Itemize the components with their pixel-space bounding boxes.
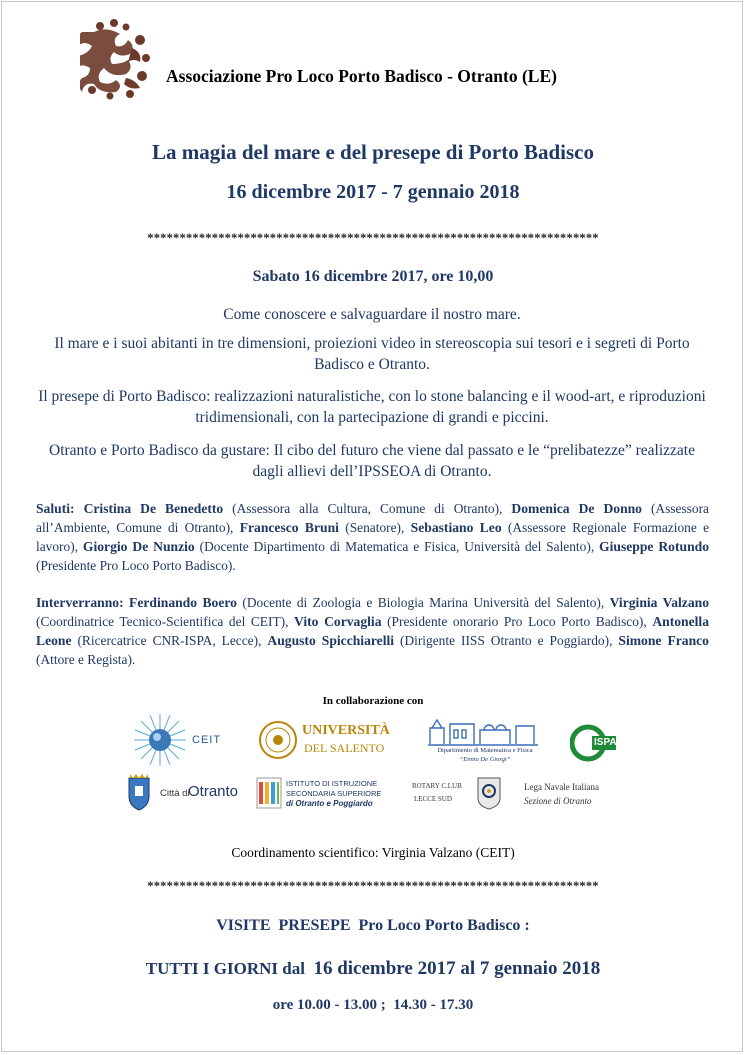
person-name: Augusto Spicchiarelli <box>267 633 395 648</box>
istituto-text-2: SECONDARIA SUPERIORE <box>286 789 382 798</box>
rotary-emblem-icon <box>476 776 502 810</box>
saluti-label: Saluti <box>36 501 70 516</box>
person-name: Cristina De Benedetto <box>83 501 224 516</box>
saluti-section: Saluti: Cristina De Benedetto (Assessora alla Cultura, Comune di Otranto), Domenica De Donno (Assessora all’Ambiente, Comune di Otranto), Francesco Bruni (Senatore), Sebastiano Leo (Assessore Regionale Formazione e lavoro), Giorgio De Nunzio (Docente Dipartimento di Matematica e Fisica, Università del Salento), Giuseppe Rotundo (Presidente Pro Loco Porto Badisco). <box>36 501 710 573</box>
ispa-logo <box>570 722 618 764</box>
istituto-text-1: ISTITUTO DI ISTRUZIONE <box>286 779 378 788</box>
person-role: (Assessore Regionale Formazione e lavoro) <box>36 520 710 554</box>
organization-name: Associazione Pro Loco Porto Badisco - Otranto (LE) <box>166 66 557 86</box>
person-name: Giorgio De Nunzio <box>82 539 195 554</box>
interverranno-label: Interverranno <box>36 595 120 610</box>
town-crest-icon <box>124 772 154 812</box>
person-role: (Dirigente IISS Otranto e Poggiardo) <box>400 633 610 648</box>
istituto-logo <box>256 776 404 814</box>
unisalento-text-1: UNIVERSITÀ <box>302 723 390 738</box>
person-role: (Senatore) <box>345 520 402 535</box>
person-role: (Presidente Pro Loco Porto Badisco). <box>36 558 236 573</box>
unisalento-text-2: DEL SALENTO <box>304 741 385 755</box>
visits-days-prefix: TUTTI I GIORNI dal <box>145 959 305 978</box>
separator-bottom: ********************************************************************** <box>147 879 599 893</box>
person-name: Virginia Valzano <box>609 595 709 610</box>
person-name: Sebastiano Leo <box>410 520 502 535</box>
person-role: (Coordinatrice Tecnico-Scientifica del CEIT) <box>36 614 286 629</box>
person-name: Domenica De Donno <box>511 501 642 516</box>
person-role: (Ricercatrice CNR-ISPA, Lecce) <box>77 633 259 648</box>
dipartimento-logo <box>424 716 546 766</box>
istituto-text-3: di Otranto e Poggiardo <box>286 799 373 808</box>
pro-loco-logo-icon <box>80 18 160 102</box>
person-name: Ferdinando Boero <box>129 595 237 610</box>
program-item: Il mare e i suoi abitanti in tre dimensioni, proiezioni video in stereoscopia sui tesori e i segreti di Porto Badisco e Otranto. <box>54 335 690 373</box>
person-name: Vito Corvaglia <box>294 614 382 629</box>
rotary-logo <box>412 782 470 808</box>
program-datetime: Sabato 16 dicembre 2017, ore 10,00 <box>252 268 494 285</box>
citta-otranto-logo <box>124 770 250 814</box>
visits-hours: ore 10.00 - 13.00 ; 14.30 - 17.30 <box>272 997 474 1013</box>
program-item: Otranto e Porto Badisco da gustare: Il cibo del futuro che viene dal passato e le “prelibatezze” realizzate dagli allievi dell’IPSSEOA di Otranto. <box>49 442 695 480</box>
person-name: Simone Franco <box>618 633 709 648</box>
interverranno-section: Interverranno: Ferdinando Boero (Docente di Zoologia e Biologia Marina Università del Salento), Virginia Valzano (Coordinatrice Tecnico-Scientifica del CEIT), Vito Corvaglia (Presidente onorario Pro Loco Porto Badisco), Antonella Leone (Ricercatrice CNR-ISPA, Lecce), Augusto Spicchiarelli (Dirigente IISS Otranto e Poggiardo), Simone Franco (Attore e Regista). <box>36 595 709 667</box>
lega-text-1: Lega Navale Italiana <box>524 782 599 792</box>
visits-days-range: 16 dicembre 2017 al 7 gennaio 2018 <box>313 958 601 979</box>
collaboration-label: In collaborazione con <box>322 695 424 707</box>
rotary-text-2: LECCE SUD <box>414 795 452 803</box>
lega-navale-logo <box>524 782 624 812</box>
event-dates: 16 dicembre 2017 - 7 gennaio 2018 <box>226 181 520 203</box>
ceit-burst-icon <box>132 712 188 768</box>
separator-top: ********************************************************************** <box>147 231 599 245</box>
unisalento-logo <box>258 720 398 764</box>
scientific-coordination: Coordinamento scientifico: Virginia Valzano (CEIT) <box>231 845 515 860</box>
person-role: (Docente Dipartimento di Matematica e Fisica, Università del Salento) <box>199 539 591 554</box>
event-title: La magia del mare e del presepe di Porto Badisco <box>152 140 594 164</box>
program-item: Il presepe di Porto Badisco: realizzazioni naturalistiche, con lo stone balancing e il wood-art, e riproduzioni tridimensionali, con la partecipazione di grandi e piccini. <box>38 388 706 426</box>
person-name: Antonella Leone <box>36 614 709 648</box>
person-name: Giuseppe Rotundo <box>599 539 709 554</box>
citta-prefix: Città di <box>160 788 190 799</box>
visits-days <box>0 958 746 980</box>
person-role: (Presidente onorario Pro Loco Porto Badisco) <box>387 614 644 629</box>
program-item: Come conoscere e salvaguardare il nostro mare. <box>223 306 521 323</box>
ceit-logo <box>132 712 242 768</box>
dipartimento-text-2: “Ennio De Giorgi” <box>459 756 511 763</box>
person-role: (Docente di Zoologia e Biologia Marina Università del Salento) <box>242 595 601 610</box>
person-role: (Attore e Regista). <box>36 652 136 667</box>
ispa-text: ISPA <box>594 737 617 748</box>
university-seal-icon <box>258 720 298 760</box>
lega-text-2: Sezione di Otranto <box>524 796 592 806</box>
rotary-text-1: ROTARY C.LUB <box>412 782 462 790</box>
school-icon <box>256 776 282 810</box>
person-role: (Assessora all’Ambiente, Comune di Otranto) <box>36 501 709 535</box>
visits-title: VISITE PRESEPE Pro Loco Porto Badisco : <box>216 917 530 934</box>
ceit-text: CEIT <box>192 734 222 746</box>
citta-name: Otranto <box>188 783 239 800</box>
person-role: (Assessora alla Cultura, Comune di Otranto) <box>232 501 500 516</box>
building-icon <box>428 716 538 746</box>
person-name: Francesco Bruni <box>239 520 339 535</box>
dipartimento-text-1: Dipartimento di Matematica e Fisica <box>437 747 533 754</box>
